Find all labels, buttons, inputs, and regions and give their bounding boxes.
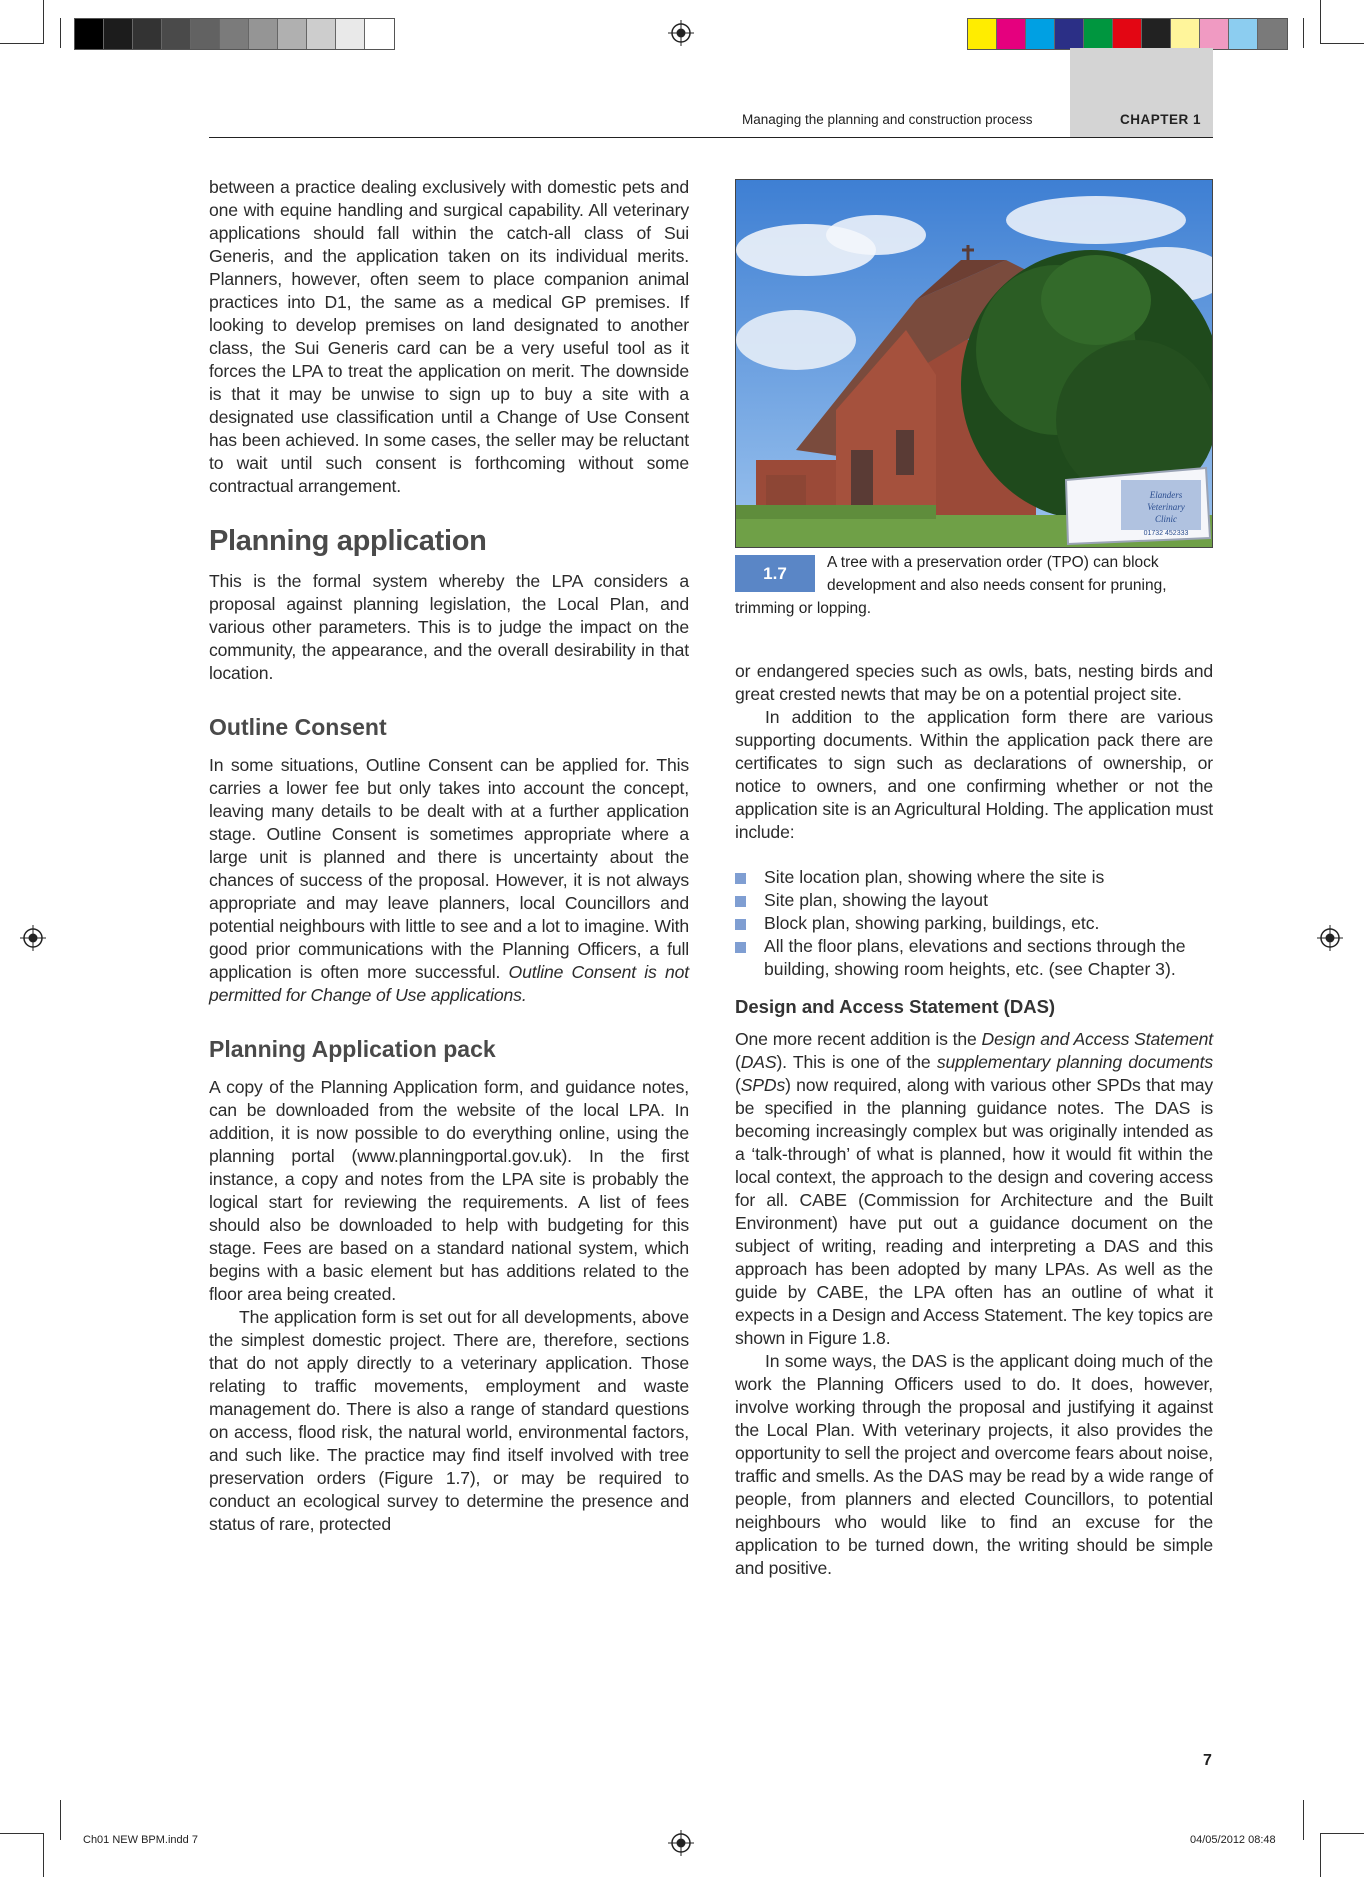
caption-line: development and also needs consent for pruning, [827, 577, 1167, 594]
body-paragraph: In addition to the application form there are various supporting documents. Within the application pack there are certificates to sign such as declarations of ownership, or notice to owners, and one confirming whether or not the application site is an Agricultural Holding. The application must include: [735, 707, 1213, 842]
list-item [735, 889, 1213, 912]
crop-mark [1303, 1800, 1304, 1840]
square-bullet-icon [735, 942, 746, 953]
body-paragraph: or endangered species such as owls, bats, nesting birds and great crested newts that may be on a potential project site. [735, 661, 1213, 704]
figure [735, 179, 1213, 548]
color-swatch [968, 19, 997, 49]
header-rule [209, 137, 1213, 138]
emphasis-text: Outline Consent is not permitted for Change of Use applications. [209, 962, 689, 1005]
caption-line: trimming or lopping. [735, 600, 872, 617]
color-swatch [1171, 19, 1200, 49]
subsection-heading: Planning Application pack [209, 1036, 496, 1062]
figure-number-badge: 1.7 [735, 555, 815, 592]
list-item-text: Site location plan, showing where the site is [764, 867, 1105, 887]
color-swatch [162, 19, 191, 49]
emphasis-text: SPDs [740, 1075, 786, 1095]
list-item [735, 912, 1213, 935]
color-swatch [997, 19, 1026, 49]
grayscale-color-bar [74, 18, 395, 50]
crop-mark [1320, 1833, 1321, 1877]
church-tree-photo [735, 179, 1213, 548]
list-item-text: Block plan, showing parking, buildings, etc. [764, 913, 1100, 933]
square-bullet-icon [735, 919, 746, 930]
color-swatch [220, 19, 249, 49]
color-swatch [1026, 19, 1055, 49]
sign-text: Clinic [1155, 514, 1177, 524]
body-paragraph: This is the formal system whereby the LPA considers a proposal against planning legislation, the Local Plan, and various other parameters. This is to judge the impact on the community, the appearance, and the overall desirability in that location. [209, 571, 689, 683]
sign-text: Elanders [1149, 490, 1183, 500]
color-swatch [1055, 19, 1084, 49]
color-swatch [1113, 19, 1142, 49]
crop-mark [60, 18, 61, 48]
crop-mark [60, 1800, 61, 1840]
sign-text: Veterinary [1147, 502, 1185, 512]
caption-line: A tree with a preservation order (TPO) can block [827, 554, 1159, 571]
body-text: One more recent addition is the [735, 1029, 982, 1049]
crop-mark [1320, 0, 1321, 44]
crop-mark [43, 0, 44, 44]
emphasis-text: DAS [740, 1052, 777, 1072]
list-item [735, 935, 1213, 981]
color-swatch [1229, 19, 1258, 49]
color-swatch [1084, 19, 1113, 49]
body-text: ( [735, 1052, 741, 1072]
chapter-label: CHAPTER 1 [1120, 112, 1202, 127]
body-paragraph [735, 1028, 1213, 1350]
slug-filename: Ch01 NEW BPM.indd 7 [83, 1834, 198, 1846]
color-swatch [365, 19, 394, 49]
subsection-heading: Outline Consent [209, 714, 387, 740]
body-paragraph: In some ways, the DAS is the applicant doing much of the work the Planning Officers used to do. It does, however, involve working through the proposal and justifying it against the Local Plan. With veterinary projects, it also provides the opportunity to sell the project and overcome fears about noise, traffic and smells. As the DAS may be read by a wide range of people, from planners and elected Councillors, to potential neighbours who would like to find an excuse for the application to be turned down, the writing should be simple and positive. [735, 1351, 1213, 1578]
list-item-text: Site plan, showing the layout [764, 890, 988, 910]
requirements-list [735, 866, 1213, 981]
left-column [209, 176, 689, 1536]
square-bullet-icon [735, 896, 746, 907]
sign-text: 01732 452333 [1143, 530, 1189, 537]
color-swatch [336, 19, 365, 49]
body-text: In some situations, Outline Consent can be applied for. This carries a lower fee but only takes into account the concept, leaving many details to be dealt with at a further application stage. Outline Consent is sometimes appropriate where a large unit is planned and there is uncertainty about the chances of success of the proposal. However, it is not always appropriate and may leave planners, local Councillors and potential neighbours with little to see and a lot to imagine. With good prior communications with the Planning Officers, a full application is often more successful. [209, 755, 689, 982]
color-swatch [307, 19, 336, 49]
figure-caption [735, 551, 1213, 620]
emphasis-text: supplementary planning documents [936, 1052, 1213, 1072]
body-text: ( [735, 1075, 741, 1095]
color-swatch [278, 19, 307, 49]
page-number: 7 [1203, 1752, 1212, 1769]
process-color-bar [967, 18, 1288, 50]
color-swatch [1142, 19, 1171, 49]
crop-mark [0, 1833, 44, 1834]
registration-mark-icon [20, 925, 46, 951]
color-swatch [104, 19, 133, 49]
registration-mark-icon [668, 1830, 694, 1856]
body-text: ). This is one of the [776, 1052, 937, 1072]
body-paragraph: between a practice dealing exclusively with domestic pets and one with equine handling and surgical capability. All veterinary applications should fall within the catch-all class of Sui Generis, and the application taken on its individual merits. Planners, however, often seem to place companion animal practices into D1, the same as a medical GP premises. If looking to develop premises on land designated to another class, the Sui Generis card can be a very useful tool as it forces the LPA to treat the application on merit. The downside is that it may be unwise to sign up to buy a site with a designated use classification until a Change of Use Consent has been achieved. In some cases, the seller may be reluctant to wait until such consent is forthcoming without some contractual arrangement. [209, 177, 689, 496]
body-paragraph [209, 754, 689, 1007]
list-item [735, 866, 1213, 889]
registration-mark-icon [1317, 925, 1343, 951]
crop-mark [1320, 1833, 1364, 1834]
crop-mark [1320, 43, 1364, 44]
color-swatch [1258, 19, 1287, 49]
registration-mark-icon [668, 20, 694, 46]
body-paragraph: The application form is set out for all developments, above the simplest domestic project. There are, therefore, sections that do not apply directly to a veterinary application. Those relating to traffic movements, employment and waste management do. There is also a range of standard questions on access, flood risk, the natural world, environmental factors, and such like. The practice may find itself involved with tree preservation orders (Figure 1.7), or may be required to conduct an ecological survey to determine the presence and status of rare, protected [209, 1307, 689, 1534]
running-header-title: Managing the planning and construction process [742, 112, 1033, 127]
color-swatch [249, 19, 278, 49]
crop-mark [1303, 18, 1304, 48]
crop-mark [43, 1833, 44, 1877]
section-heading: Planning application [209, 525, 487, 557]
subsection-heading: Design and Access Statement (DAS) [735, 996, 1056, 1017]
emphasis-text: Design and Access Statement [981, 1029, 1213, 1049]
body-paragraph: A copy of the Planning Application form, and guidance notes, can be downloaded from the website of the local LPA. In addition, it is now possible to do everything online, using the planning portal (www.planningportal.gov.uk). In the first instance, a copy and notes from the LPA site is probably the logical start for reviewing the requirements. A list of fees should also be downloaded to help with budgeting for this stage. Fees are based on a standard national system, which begins with a basic element but has additions related to the floor area being created. [209, 1077, 689, 1304]
list-item-text: All the floor plans, elevations and sections through the building, showing room heights, etc. (see Chapter 3). [764, 936, 1186, 979]
color-swatch [191, 19, 220, 49]
square-bullet-icon [735, 873, 746, 884]
color-swatch [1200, 19, 1229, 49]
crop-mark [0, 43, 44, 44]
color-swatch [75, 19, 104, 49]
color-swatch [133, 19, 162, 49]
body-text: ) now required, along with various other SPDs that may be specified in the planning guidance notes. The DAS is becoming increasingly complex but was originally intended as a ‘talk-through’ of what is planned, how it would fit within the local context, the approach to the design and covering access for all. CABE (Commission for Architecture and the Built Environment) have put out a guidance document on the subject of writing, reading and interpreting a DAS and this approach has been adopted by many LPAs. As well as the guide by CABE, the LPA often has an outline of what it expects in a Design and Access Statement. The key topics are shown in Figure 1.8. [735, 1075, 1213, 1348]
slug-timestamp: 04/05/2012 08:48 [1190, 1834, 1276, 1846]
right-column [735, 660, 1213, 1580]
